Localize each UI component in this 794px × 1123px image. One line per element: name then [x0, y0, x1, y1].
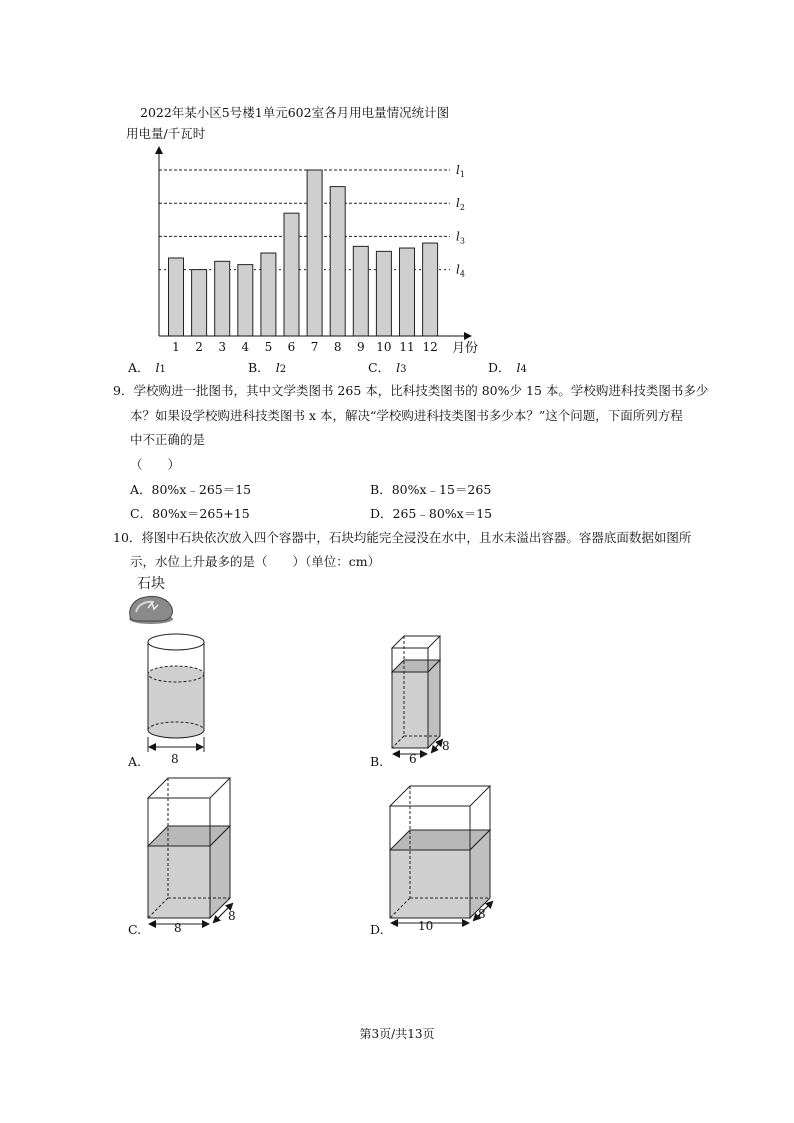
q8-option-d[interactable]: D． l4	[488, 360, 527, 375]
reference-line-label-1: $l_1$	[456, 163, 465, 179]
chart-y-axis-label: 用电量/千瓦时	[126, 126, 206, 141]
container-a-dim: 8	[171, 752, 179, 766]
q9-line-2: 本？如果设学校购进科技类图书 x 本，解决“学校购进科技类图书多少本？”这个问题，下面所列方程	[130, 408, 683, 423]
bar-8	[330, 187, 345, 336]
bar-12	[423, 243, 438, 336]
x-tick-label-6: 6	[287, 340, 296, 354]
bar-4	[238, 265, 253, 336]
q9-line-3: 中不正确的是	[130, 432, 206, 447]
x-tick-label-7: 7	[310, 340, 319, 354]
bar-chart	[0, 0, 794, 380]
x-tick-label-2: 2	[195, 340, 203, 354]
x-tick-label-3: 3	[218, 340, 227, 354]
reference-line-label-2: $l_2$	[456, 196, 465, 213]
bar-5	[261, 253, 276, 336]
x-tick-label-8: 8	[333, 340, 342, 354]
bar-2	[192, 270, 207, 336]
stone-label: 石块	[137, 576, 165, 592]
bar-6	[284, 213, 299, 336]
container-b-letter[interactable]: B.	[370, 754, 384, 769]
q8-option-a[interactable]: A． l1	[128, 360, 166, 375]
q9-option-d[interactable]: D．265﹣80%x＝15	[370, 506, 493, 521]
container-a-cylinder	[140, 632, 220, 762]
bar-10	[376, 251, 391, 336]
reference-line-label-4: $l_4$	[456, 262, 465, 279]
x-tick-label-12: 12	[422, 340, 438, 354]
page-footer: 第3页/共13页	[359, 1027, 435, 1041]
x-tick-label-10: 10	[376, 340, 392, 354]
container-d-box	[382, 778, 512, 928]
q9-option-b[interactable]: B．80%x﹣15＝265	[370, 482, 492, 497]
x-tick-label-9: 9	[356, 340, 365, 354]
container-d-dim-width: 10	[418, 919, 434, 933]
x-tick-label-4: 4	[241, 340, 250, 354]
x-tick-label-5: 5	[264, 340, 273, 354]
reference-line-label-3: $l_3$	[456, 229, 465, 246]
container-d-dim-depth: 8	[478, 907, 486, 921]
container-b-dim-depth: 8	[442, 739, 450, 753]
q9-option-a[interactable]: A．80%x﹣265＝15	[130, 482, 252, 497]
q9-answer-blank: （ ）	[130, 457, 181, 472]
bar-9	[353, 246, 368, 336]
container-b-dim-width: 6	[409, 752, 417, 766]
x-tick-label-1: 1	[172, 340, 180, 354]
container-c-letter[interactable]: C.	[128, 922, 142, 937]
container-c-dim-width: 8	[174, 921, 182, 935]
q10-line-2: 示，水位上升最多的是（ ）（单位：cm）	[130, 554, 381, 569]
stone-icon	[126, 592, 176, 626]
q9-line-1: 9．学校购进一批图书，其中文学类图书 265 本，比科技类图书的 80%少 15 本。学校购进科技类图书多少	[113, 383, 709, 398]
chart-title: 2022年某小区5号楼1单元602室各月用电量情况统计图	[140, 105, 450, 120]
q8-option-c[interactable]: C． l3	[368, 360, 407, 375]
bar-7	[307, 170, 322, 336]
q9-option-c[interactable]: C．80%x＝265+15	[130, 506, 250, 521]
x-tick-label-11: 11	[399, 340, 415, 354]
q10-line-1: 10．将图中石块依次放入四个容器中，石块均能完全浸没在水中，且水未溢出容器。容器底面数据如图所	[113, 530, 692, 545]
bar-3	[215, 261, 230, 336]
container-c-box	[140, 770, 250, 930]
container-d-letter[interactable]: D.	[370, 922, 384, 937]
q8-option-b[interactable]: B． l2	[248, 360, 287, 375]
bar-1	[169, 258, 184, 336]
container-c-dim-depth: 8	[228, 909, 236, 923]
bar-11	[400, 248, 415, 336]
chart-x-axis-label: 月份	[452, 341, 479, 356]
container-a-letter[interactable]: A.	[128, 754, 142, 769]
